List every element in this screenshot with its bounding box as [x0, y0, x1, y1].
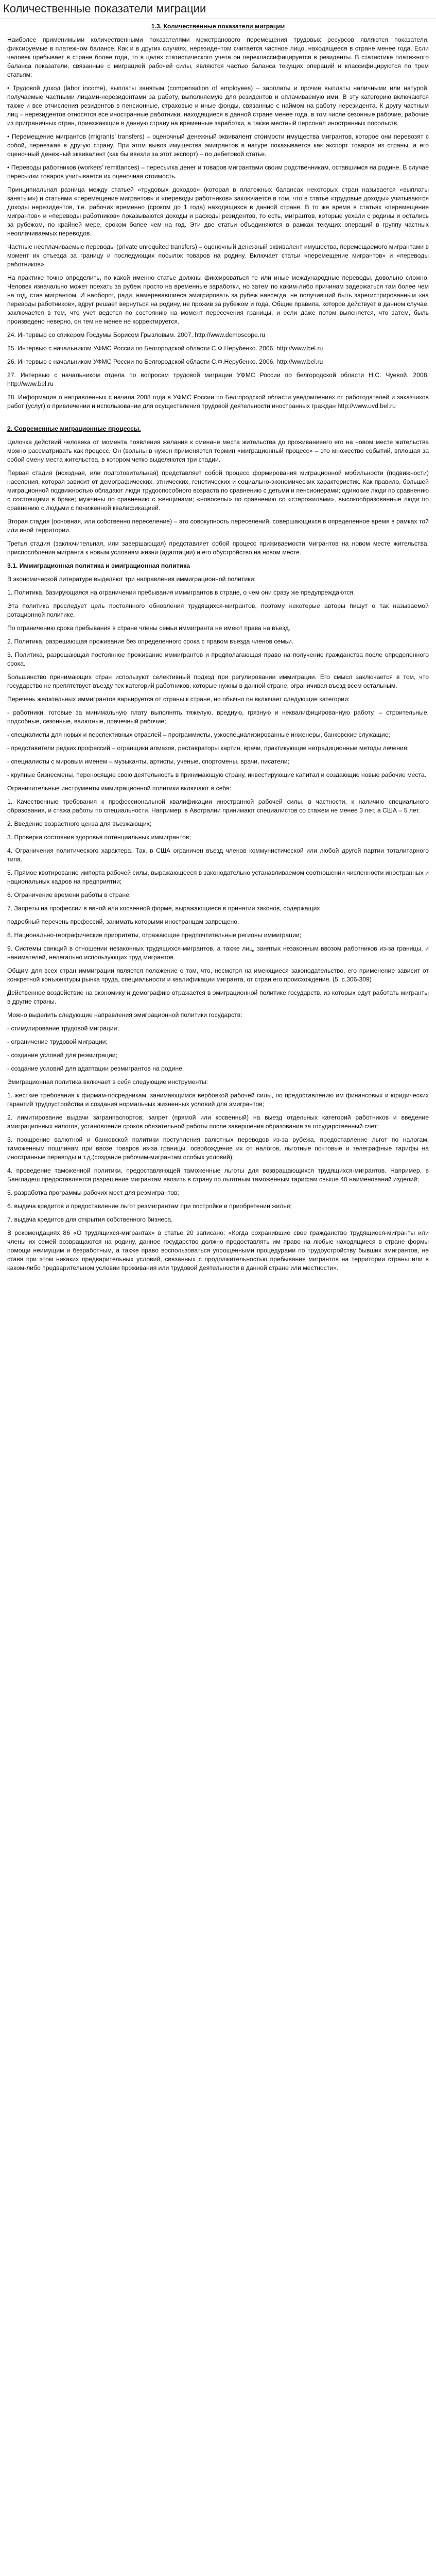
- paragraph: 6. выдача кредитов и предоставление льгот реэмигрантам при постройке и приобретении жилья;: [7, 1202, 292, 1210]
- paragraph: 7. Запреты на профессии в явной или косвенной форме, выражающиеся в принятии законов, содержащих: [7, 905, 320, 912]
- paragraph: 1. Качественные требования к профессиональной квалификации иностранной рабочей силы, в частности, к наличию специального образования, и стажа работы по специальности. Например, в Австралии принимают специалистов со стажем не менее 3 лет, а США – 5 лет.: [7, 798, 429, 814]
- paragraph: - работники, готовые за минимальную плату выполнять тяжелую, вредную, грязную и неквалифицированную работу, – строительные, подсобные, сезонные, валютные, прачечный рабочие;: [7, 709, 429, 725]
- paragraph: - специалисты с мировым именем – музыканты, артисты, ученые, спортсмены, врачи, писатели;: [7, 758, 289, 765]
- paragraph: • Переводы работников (workers’ remittances) – пересылка денег и товаров мигрантами своим родственникам, оставшимся на родине. В случае пересылки товаров учитывается их оценочная стоимость.: [7, 164, 429, 180]
- paragraph: • Трудовой доход (labor income), выплаты занятым (compensation of employees) – зарплаты и прочие выплаты наличными или натурой, получаемые частными лицами-нерезидентами за работу, выполняемую для резидентов и оплачиваемую ими. В эту категорию включаются также и все отчисления резидентов в пенсионные, страховые и иные фонды, связанные с наймом на работу нерезидента. К другу частным лиц – нерезидентов относятся все иностранные работники, находящиеся в данной стране менее года, в том числе сезонные рабочие, рабочие из приграничных стран, приезжающие в данную страну на временные заработки, а также местный персонал иностранных посольств.: [7, 84, 429, 127]
- paragraph: 2. лимитирование выдачи загранпаспортов; запрет (прямой или косвенный) на выезд отдельных категорий работников и введение эмиграционных налогов, установление сроков обязательной работы после завершения образования за государственный счет;: [7, 1114, 429, 1130]
- section-heading-2: 2. Современные миграционные процессы.: [7, 425, 141, 432]
- paragraph: 3. поощрение валютной и банковской политики поступления валютных переводов из-за рубежа, предоставление льгот по налогам, таможенным пошлинам при ввозе товаров из-за границы, освобождение их от налогов, льготные почтовые и телеграфные тарифы на иностранные переводы и т.д.(создание рабочим-мигрантам особых условий);: [7, 1136, 429, 1161]
- paragraph: 7. выдача кредитов для открытия собственного бизнеса.: [7, 1216, 173, 1223]
- paragraph: - крупные бизнесмены, переносящие свою деятельность в принимающую страну, инвестирующие капитал и создающие новые рабочие места.: [7, 771, 427, 778]
- section-1-3-paragraphs: [7, 36, 429, 411]
- paragraph: Эта политика преследует цель постоянного обновления трудящихся-мигрантов, поэтому некоторые авторы пишут о так называемой ротационной политике.: [7, 602, 429, 618]
- paragraph: 26. Интервью с начальником УФМС России по Белгородской области С.Ф.Нерубенко. 2006. http://www.bel.ru: [7, 358, 323, 365]
- paragraph: - создание условий для адаптации реэмигрантов на родине.: [7, 1065, 184, 1072]
- page-title: Количественные показатели миграции: [0, 0, 436, 19]
- paragraph: Частные неоплачиваемые переводы (private unrequited transfers) – оценочный денежный эквивалент имущества, перемещаемого мигрантами в момент их отъезда за границу и последующих посылок товаров на родину. Включает статьи «перемещение мигрантов» и «переводы работников».: [7, 243, 429, 268]
- paragraph: 1. жесткие требования к фирмам-посредникам, занимающимся вербовкой рабочей силы, по предоставлению им финансовых и юридических гарантий трудоустройства и создания нормальных жизненных условий для эмигрантов;: [7, 1092, 429, 1108]
- paragraph: 25. Интервью с начальником УФМС России по Белгородской области С.Ф.Нерубенко. 2006. http://www.bel.ru: [7, 345, 323, 352]
- paragraph: В рекомендациях 86 «О трудящихся-мигрантах» в статье 20 записано: «Когда сохранившие свое гражданство трудящиеся-мигранты или члены их семей возвращаются на родину, данное государство должно предоставлять им право на любые находящиеся в стране формы помощи неимущим и безработным, а также право воспользоваться упрощенными процедурами по трудоустройству бывших эмигрантов, не ставя при этом никаких предварительных условий, связанных с продолжительностью пребывания мигрантов на территории страны или в каком-либо предварительном условии проживания или трудовой деятельности в данной стране или местности».: [7, 1229, 429, 1272]
- paragraph: Вторая стадия (основная, или собственно переселение) – это совокупность переселений, совершающихся в определенное время в рамках той или иной территории.: [7, 518, 429, 534]
- paragraph: • Перемещение мигрантов (migrants’ transfers) – оценочный денежный эквивалент стоимости имущества мигрантов, которое они перевозят с собой, переезжая в другую страну. При этом вывоз имущества эмигрантов в натуре показывается как экспорт товаров из страны, а его оценочный денежный эквивалент (как бы ввезли за этот экспорт) – по дебетовой статье.: [7, 133, 429, 158]
- section-2-paragraphs: [7, 438, 429, 557]
- paragraph: Принципиальная разница между статьей «трудовых доходов» (которая в платежных балансах некоторых стран называется «выплаты занятым») и статьями «перемещение мигрантов» и «переводы работников» заключается в том, что в статье «трудовые доходы» учитываются доходы нерезидентов, т.е. рабочих временно (сроком до 1 года) находящихся в данной стране. В то же время в статьях «перемещение мигрантов» и «переводы работников» показываются доходы и расходы резидентов, то есть, мигрантов, которые уехали с родины и остались за рубежом, по крайней мере, сроком более чем на год. Эти две статьи объединяются в рамках текущих операций в группу частных неоплачиваемых переводов.: [7, 186, 429, 237]
- paragraph: Целочка действий человека от момента появления желания к сменане места жительства до проживаниеeго его на новом месте жительства можно рассматривать как процесс. Он (вольны в нужен применяется термин «миграционный процесс» – это множество событий, вплощая за собой смену места жительства, в котором четко выделяются три стадии.: [7, 438, 429, 463]
- paragraph: - ограничение трудовой миграции;: [7, 1038, 108, 1045]
- paragraph: В экономической литературе выделяют три направления иммиграционной политики:: [7, 575, 256, 583]
- paragraph: Действенное воздействие на экономику и демографию отражается в эмиграционной политике государств, из которых едут работать мигранты в другие страны.: [7, 989, 429, 1005]
- paragraph: 24. Интервью со спикером Госдумы Борисом Грызловым. 2007. http://www.demoscope.ru: [7, 331, 266, 338]
- paragraph: 27. Интервью с начальником отдела по вопросам трудовой миграции УФМС России по белгородской области Н.С. Чуевой. 2008. http://www.bel.ru: [7, 371, 429, 387]
- paragraph: Перечень желательных иммигрантов варьируется от страны к стране, но обычно он включает следующие категории:: [7, 696, 350, 703]
- paragraph: 28. Информация о направленных с начала 2008 года в УФМС России по Белгородской области уведомлениях от работодателей и заказчиков работ (услуг) о привлечении и использовании для осуществления трудовой деятельности иностранных граждан http://www.uvd.bel.ru: [7, 394, 429, 410]
- paragraph: Третья стадия (заключительная, или завершающая) представляет собой процесс приживаемости мигрантов на новом месте жительства, приспособления мигранта к новым условиям жизни (адаптации) и его обустройство на новом месте.: [7, 540, 429, 556]
- paragraph: 2. Политика, разрешающая проживание без определенного срока с правом въезда членов семьи.: [7, 638, 294, 645]
- paragraph: По ограничению срока пребывания в стране члены семьи иммигранта не имеют права на въезд.: [7, 624, 291, 632]
- paragraph: - представители редких профессий – огранщики алмазов, реставраторы картин, врачи, практикующие нетрадиционные методы лечения;: [7, 744, 409, 752]
- paragraph: подробный перечень профессий, занимать которыми иностранцам запрещено.: [7, 918, 239, 925]
- paragraph: 5. Прямое квотирование импорта рабочей силы, выражающееся в законодательно устанавливаемом соотношении численности иностранных и национальных кадров на предприятии;: [7, 869, 429, 885]
- article-body: [0, 19, 436, 1273]
- paragraph: 2. Введение возрастного ценза для въезжающих;: [7, 820, 152, 827]
- paragraph: 3. Проверка состояния здоровья потенциальных иммигрантов;: [7, 834, 191, 841]
- section-heading-3-1: 3.1. Иммиграционная политика и эмиграционная политика: [7, 562, 190, 569]
- paragraph: На практике точно определить, по какой именно статье должны фиксироваться те или иные международные переводы, довольно сложно. Человек изначально может поехать за рубеж просто на временные заработки, но затем по каким-либо причинам задержаться там более чем на год, став мигрантом. И наоборот, ради, намеревавшиеся эмигрировать за рубеж навсегда, не получивший быть зарегистрированным «на переводы работников», вдруг решает вернуться на родину, не прожив за рубежом и года. Общие правила, которое действует в данном случае, заключается в том, что учет ведется по состоянию на момент пересечения границы, и если даже потом выясняется, что затем, быль произведено неверно, он тем не менее не корректируется.: [7, 274, 429, 325]
- paragraph: Общим для всех стран иммиграции является положение о том, что, несмотря на имеющиеся законодательство, его применение зависит от конкретной конъюнктуры рынка труда, специальности и квалификации мигранта, от стран его происхождения. (5, с.306-309): [7, 967, 429, 983]
- paragraph: 4. проведение таможенной политики, предоставляющей таможенные льготы для возвращающихся трудящихся-мигрантов. Например, в Бангладеш предоставляется разрешение мигрантам ввозить в страну по льготным таможенным тарифам свыше 40 наименований изделий;: [7, 1167, 429, 1183]
- paragraph: - создание условий для реэмиграции;: [7, 1052, 117, 1059]
- paragraph: 1. Политика, базирующаяся на ограничении пребывания иммигрантов в стране, о чем они сразу же предупреждаются.: [7, 589, 355, 596]
- paragraph: Можно выделить следующие направления эмиграционной политики государств:: [7, 1011, 242, 1019]
- section-heading-1-3: 1.3. Количественные показатели миграции: [151, 23, 285, 30]
- paragraph: 5. разработка программы рабочих мест для реэмигрантов;: [7, 1189, 179, 1196]
- paragraph: 4. Ограничения политического характера. Так, в США ограничен въезд членов коммунистической или любой другой партии тоталитарного типа.: [7, 847, 429, 863]
- paragraph: Наиболее применимыми количественными показателями межстранового перемещения трудовых ресурсов являются показатели, фиксируемые в платежном балансе. Как и в других случаях, нерезидентом считается частное лицо, находящееся в стране менее года. Если человек пребывает в стране более года, то в целях статистического учета он переклассифицируется в резиденты. В статистике платежного баланса показатели, связанные с миграцией рабочей силы, являются частью баланса текущих операций и классифицируются по трем статьям:: [7, 36, 429, 78]
- section-3-1-paragraphs: [7, 575, 429, 1273]
- paragraph: Ограничительные инструменты иммиграционной политики включают в себя:: [7, 785, 232, 792]
- paragraph: Первая стадия (исходная, или подготовительная) представляет собой процесс формирования миграционной мобильности (подвижности) населения, которая зависит от демографических, этнических, генетических и социально-экономических характеристик. Как правило, большей миграционной подвижностью обладают люди трудоспособного возраста по сравнению с детьми и пенсионерами; одинокие люди по сравнению с состоящими в браке; мужчины по сравнению с женщинами; «новоселы» по сравнению со «старожилами», высокообразованные люди по сравнению с людьми с пониженной квалификацией.: [7, 469, 429, 512]
- paragraph: Большинство принимающих стран используют селективный подход при регулировании иммиграции. Его смысл заключается в том, что государство не препятствует въезду тех категорий работников, которые нужны в данной стране, ограничивая въезд всем остальным.: [7, 673, 429, 689]
- paragraph: 3. Политика, разрешающая постоянное проживание иммигрантов и предполагающая право на получение гражданства после определенного срока.: [7, 651, 429, 667]
- paragraph: - стимулирование трудовой миграции;: [7, 1025, 119, 1032]
- paragraph: 9. Системы санкций в отношении незаконных трудящихся-мигрантов, а также лиц, занятых незаконным ввозом работников из-за границы, и нанимателей, нелегально использующих труд мигрантов.: [7, 945, 429, 961]
- paragraph: 8. Национально-географические приоритеты, отражающие предпочтительные регионы иммиграции;: [7, 931, 302, 939]
- paragraph: - специалисты для новых и перспективных отраслей – программисты, узкоспециализированные инженеры, банковские служащие;: [7, 731, 390, 738]
- paragraph: 6. Ограничение времени работы в стране;: [7, 891, 131, 899]
- paragraph: Эмиграционная политика включает в себя следующие инструменты:: [7, 1078, 208, 1086]
